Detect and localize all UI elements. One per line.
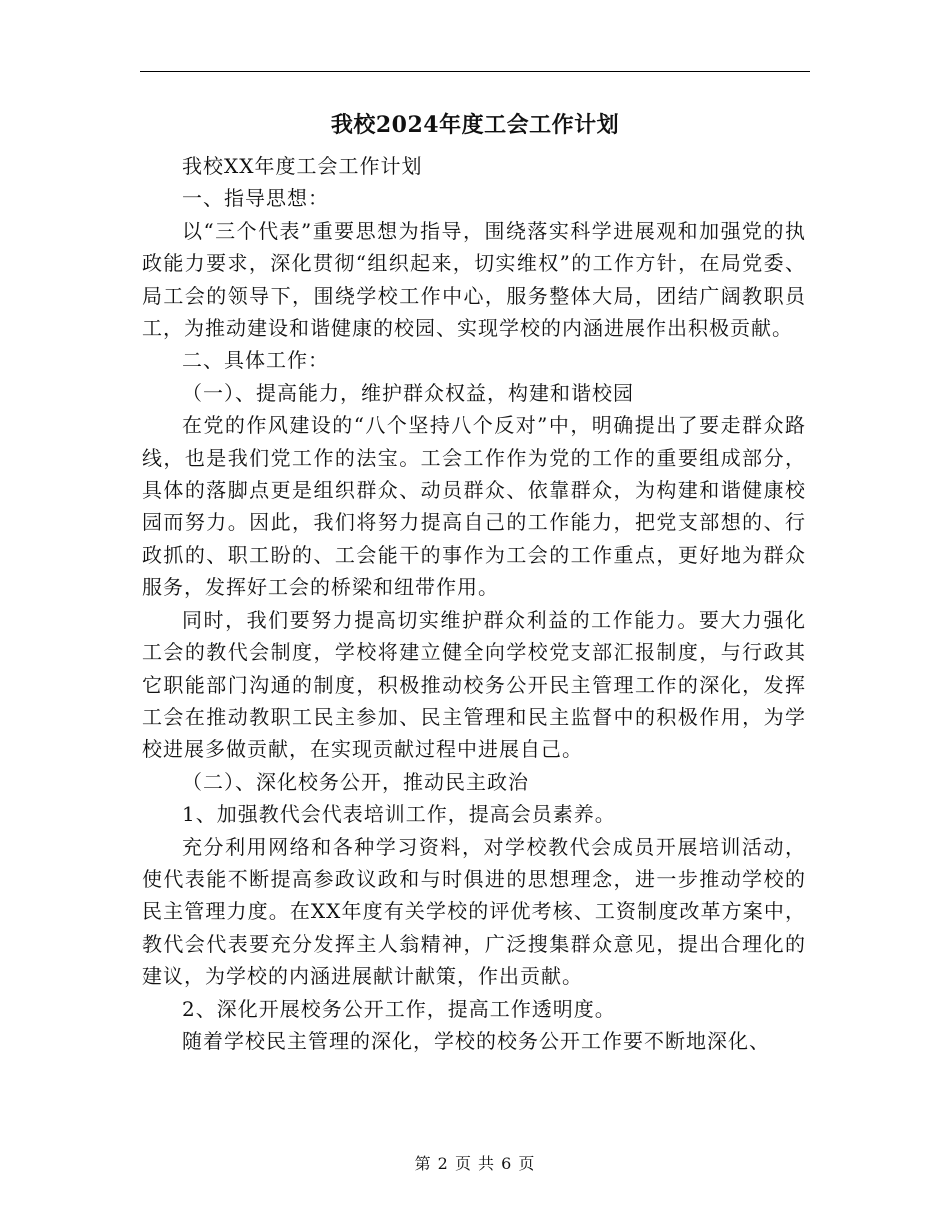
paragraph: 以“三个代表”重要思想为指导，围绕落实科学进展观和加强党的执政能力要求，深化贯彻“组织起来，切实维权”的工作方针，在局党委、局工会的领导下，围绕学校工作中心，服务整体大局，团结广阔教职员工，为推动建设和谐健康的校园、实现学校的内涵进展作出积极贡献。	[142, 218, 806, 341]
document-body	[142, 150, 806, 1057]
list-item-heading-2: 2、深化开展校务公开工作，提高工作透明度。	[182, 996, 616, 1021]
paragraph-heading: 我校XX年度工会工作计划	[182, 154, 423, 178]
section-heading-specific-work: 二、具体工作：	[182, 348, 329, 373]
page-number-footer: 第 2 页 共 6 页	[414, 1154, 536, 1173]
section-heading-guiding-thought: 一、指导思想：	[182, 186, 329, 211]
document-title: 我校2024年度工会工作计划	[330, 112, 620, 138]
paragraph: 充分利用网络和各种学习资料，对学校教代会成员开展培训活动，使代表能不断提高参政议政和与时俱进的思想理念，进一步推动学校的民主管理力度。在XX年度有关学校的评优考核、工资制度改革方案中，教代会代表要充分发挥主人翁精神，广泛搜集群众意见，提出合理化的建议，为学校的内涵进展献计献策，作出贡献。	[142, 834, 806, 989]
paragraph: 同时，我们要努力提高切实维护群众利益的工作能力。要大力强化工会的教代会制度，学校将建立健全向学校党支部汇报制度，与行政其它职能部门沟通的制度，积极推动校务公开民主管理工作的深化，发挥工会在推动教职工民主参加、民主管理和民主监督中的积极作用，为学校进展多做贡献，在实现贡献过程中进展自己。	[142, 607, 806, 762]
header-rule	[140, 71, 810, 72]
paragraph: 在党的作风建设的“八个坚持八个反对”中，明确提出了要走群众路线，也是我们党工作的法宝。工会工作作为党的工作的重要组成部分，具体的落脚点更是组织群众、动员群众、依靠群众，为构建和谐健康校园而努力。因此，我们将努力提高自己的工作能力，把党支部想的、行政抓的、职工盼的、工会能干的事作为工会的工作重点，更好地为群众服务，发挥好工会的桥梁和纽带作用。	[142, 413, 806, 600]
subsection-heading-2: （二）、深化校务公开，推动民主政治	[182, 769, 529, 794]
paragraph: 随着学校民主管理的深化，学校的校务公开工作要不断地深化、	[182, 1028, 770, 1053]
subsection-heading-1: （一）、提高能力，维护群众权益，构建和谐校园	[182, 380, 634, 405]
list-item-heading-1: 1、加强教代会代表培训工作，提高会员素养。	[182, 802, 616, 827]
